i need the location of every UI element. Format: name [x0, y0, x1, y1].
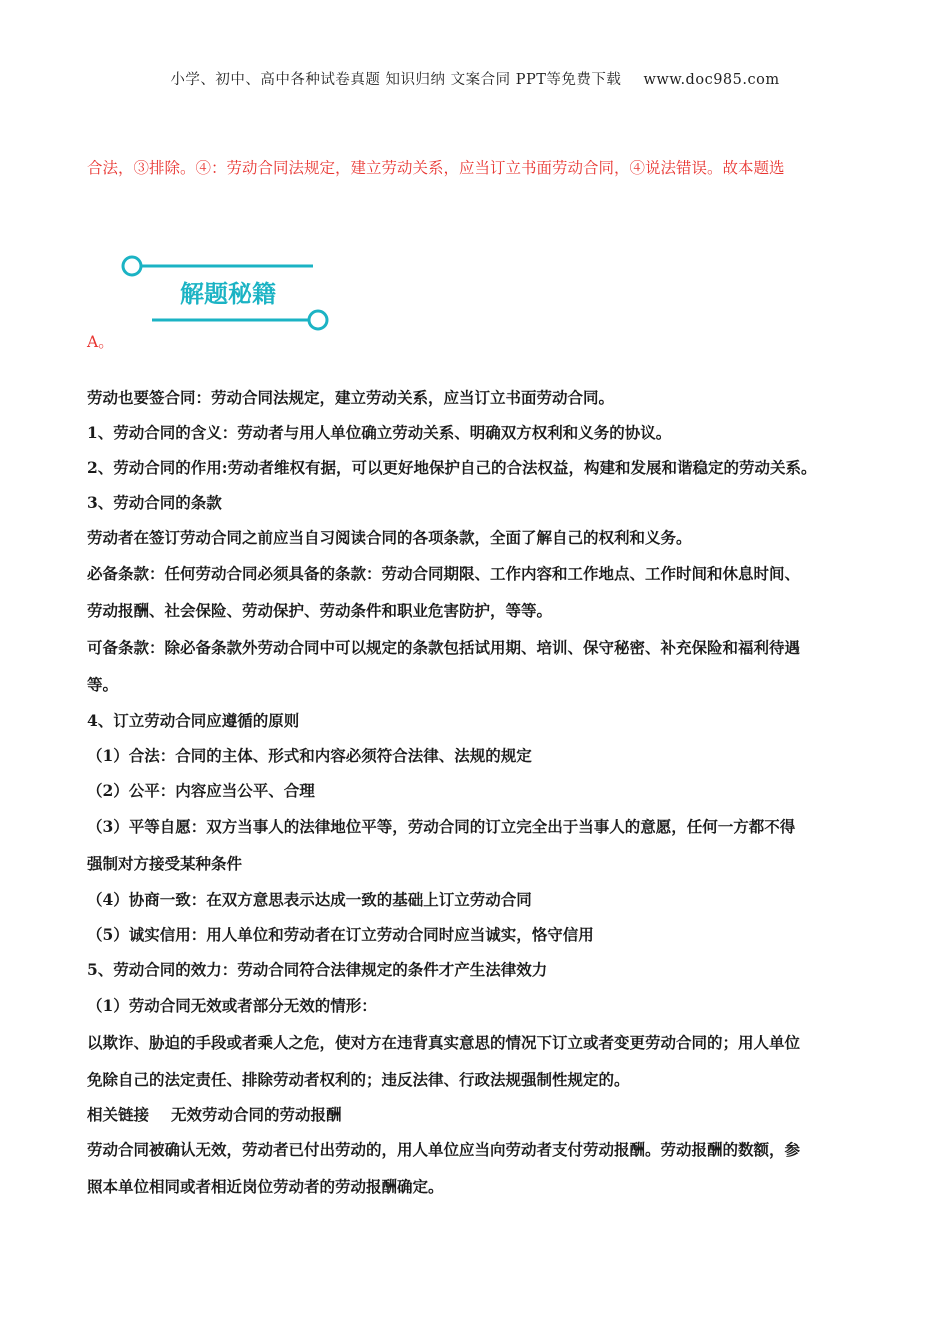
paragraph: 必备条款：任何劳动合同必须具备的条款：劳动合同期限、工作内容和工作地点、工作时间和休息时间、: [87, 564, 801, 583]
paragraph: 等。: [87, 675, 119, 694]
paragraph: 2、劳动合同的作用:劳动者维权有据，可以更好地保护自己的合法权益，构建和发展和谐稳定的劳动关系。: [87, 458, 817, 477]
paragraph: 劳动者在签订劳动合同之前应当自习阅读合同的各项条款，全面了解自己的权利和义务。: [87, 528, 692, 547]
circle-icon: [309, 311, 327, 329]
paragraph: 免除自己的法定责任、排除劳动者权利的；违反法律、行政法规强制性规定的。: [87, 1070, 630, 1089]
content-body: [87, 380, 867, 1205]
paragraph: 以欺诈、胁迫的手段或者乘人之危，使对方在违背真实意思的情况下订立或者变更劳动合同的；用人单位: [87, 1033, 801, 1052]
related-label: 相关链接: [87, 1105, 150, 1124]
section-heading: 3、劳动合同的条款: [87, 493, 222, 512]
list-item: （5）诚实信用：用人单位和劳动者在订立劳动合同时应当诚实，恪守信用: [87, 925, 594, 944]
section-heading: 4、订立劳动合同应遵循的原则: [87, 711, 300, 730]
list-item: （1）合法：合同的主体、形式和内容必须符合法律、法规的规定: [87, 746, 532, 765]
tips-badge: [118, 240, 338, 336]
badge-title: 解题秘籍: [180, 280, 276, 308]
answer-excerpt: 合法，③排除。④：劳动合同法规定，建立劳动关系，应当订立书面劳动合同，④说法错误。故本题选: [87, 159, 785, 177]
paragraph: 劳动也要签合同：劳动合同法规定，建立劳动关系，应当订立书面劳动合同。: [87, 388, 615, 407]
paragraph: 照本单位相同或者相近岗位劳动者的劳动报酬确定。: [87, 1177, 444, 1196]
header-url[interactable]: www.doc985.com: [643, 72, 780, 88]
related-link: [87, 1098, 867, 1131]
paragraph: 劳动合同被确认无效，劳动者已付出劳动的，用人单位应当向劳动者支付劳动报酬。劳动报酬的数额，参: [87, 1140, 801, 1159]
paragraph: 劳动报酬、社会保险、劳动保护、劳动条件和职业危害防护，等等。: [87, 601, 553, 620]
list-item: 强制对方接受某种条件: [87, 854, 243, 873]
header-text: 小学、初中、高中各种试卷真题 知识归纳 文案合同 PPT等免费下载: [170, 72, 622, 88]
list-item: （3）平等自愿：双方当事人的法律地位平等，劳动合同的订立完全出于当事人的意愿，任何一方都不得: [87, 817, 796, 836]
list-item: （2）公平：内容应当公平、合理: [87, 781, 315, 800]
page-header: [0, 68, 950, 89]
list-item: （4）协商一致：在双方意思表示达成一致的基础上订立劳动合同: [87, 890, 532, 909]
paragraph: 1、劳动合同的含义：劳动者与用人单位确立劳动关系、明确双方权利和义务的协议。: [87, 423, 672, 442]
related-title: 无效劳动合同的劳动报酬: [171, 1105, 342, 1124]
tips-badge-graphic: [118, 240, 338, 336]
paragraph: 可备条款：除必备条款外劳动合同中可以规定的条款包括试用期、培训、保守秘密、补充保险和福利待遇: [87, 638, 801, 657]
list-item: （1）劳动合同无效或者部分无效的情形：: [87, 996, 377, 1015]
circle-icon: [123, 257, 141, 275]
answer-tail: A。: [87, 333, 114, 351]
section-heading: 5、劳动合同的效力：劳动合同符合法律规定的条件才产生法律效力: [87, 960, 548, 979]
